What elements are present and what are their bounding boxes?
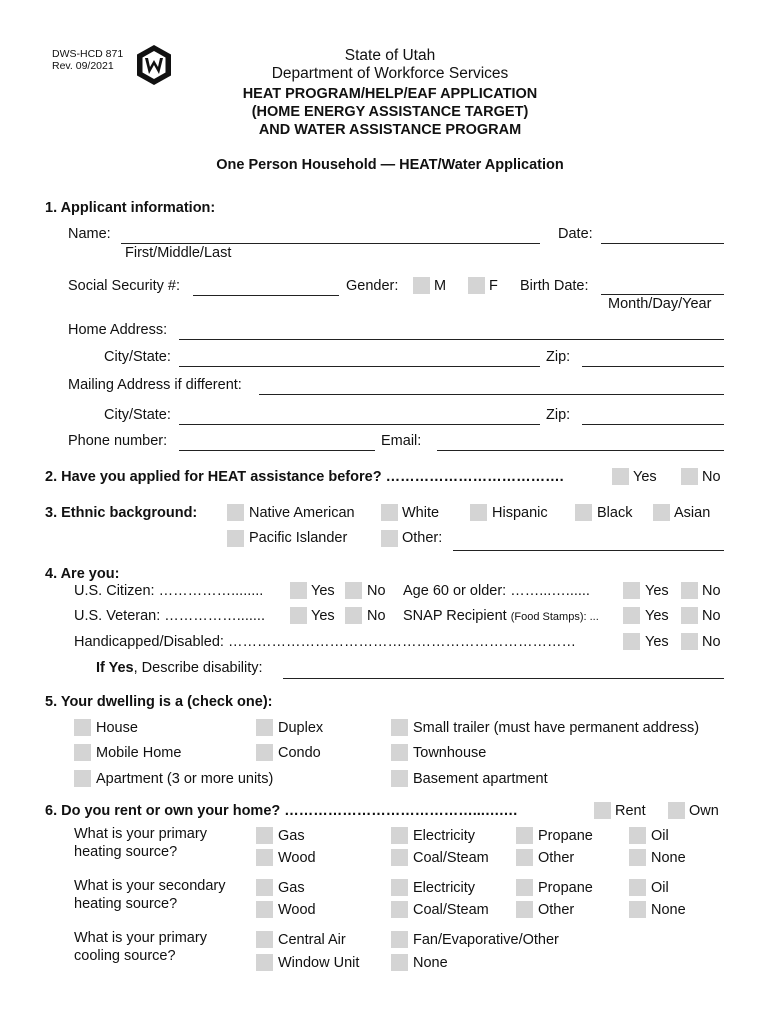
ethnic-white-checkbox[interactable]	[381, 504, 398, 521]
dwelling-small-trailer-label: Small trailer (must have permanent address)	[413, 720, 700, 736]
home-city-state-label: City/State:	[104, 349, 171, 365]
veteran-label: U.S. Veteran: …………….......	[74, 608, 265, 624]
form-title-line2: (HOME ENERGY ASSISTANCE TARGET)	[251, 104, 529, 120]
section-2-text: 2. Have you applied for HEAT assistance before? ……………………………….	[45, 469, 564, 485]
handicapped-yes-checkbox[interactable]	[623, 633, 640, 650]
secondary-heat-wood-checkbox[interactable]	[256, 901, 273, 918]
veteran-yes-label: Yes	[311, 608, 335, 624]
dwelling-duplex-checkbox[interactable]	[256, 719, 273, 736]
primary-heat-none-checkbox[interactable]	[629, 849, 646, 866]
rent-checkbox[interactable]	[594, 802, 611, 819]
primary-heat-other-checkbox[interactable]	[516, 849, 533, 866]
primary-heat-oil-label: Oil	[651, 828, 669, 844]
snap-label-note: (Food Stamps): ...	[510, 611, 599, 623]
dwelling-condo-checkbox[interactable]	[256, 744, 273, 761]
age-yes-label: Yes	[645, 583, 669, 599]
mailing-city-state-field[interactable]	[179, 424, 540, 425]
secondary-heat-wood-label: Wood	[278, 902, 316, 918]
dwelling-townhouse-checkbox[interactable]	[391, 744, 408, 761]
ethnic-pacific-islander-checkbox[interactable]	[227, 530, 244, 547]
mailing-address-label: Mailing Address if different:	[68, 377, 242, 393]
primary-heat-oil-checkbox[interactable]	[629, 827, 646, 844]
applied-no-checkbox[interactable]	[681, 468, 698, 485]
applied-yes-checkbox[interactable]	[612, 468, 629, 485]
date-field[interactable]	[601, 243, 724, 244]
primary-heat-none-label: None	[651, 850, 686, 866]
primary-heat-coal-label: Coal/Steam	[413, 850, 489, 866]
gender-f-label: F	[489, 278, 498, 294]
home-city-state-field[interactable]	[179, 366, 540, 367]
cool-window-unit-label: Window Unit	[278, 955, 360, 971]
ethnic-other-label: Other:	[402, 530, 443, 546]
age-yes-checkbox[interactable]	[623, 582, 640, 599]
secondary-heat-coal-checkbox[interactable]	[391, 901, 408, 918]
snap-label	[403, 608, 599, 624]
mailing-zip-field[interactable]	[582, 424, 724, 425]
secondary-heat-none-checkbox[interactable]	[629, 901, 646, 918]
primary-heat-coal-checkbox[interactable]	[391, 849, 408, 866]
ethnic-asian-checkbox[interactable]	[653, 504, 670, 521]
secondary-heat-electricity-label: Electricity	[413, 880, 476, 896]
email-field[interactable]	[437, 450, 724, 451]
secondary-heat-none-label: None	[651, 902, 686, 918]
section-4-heading: 4. Are you:	[45, 566, 120, 582]
secondary-heat-oil-label: Oil	[651, 880, 669, 896]
ethnic-native-american-label: Native American	[249, 505, 355, 521]
section-3-heading: 3. Ethnic background:	[45, 505, 198, 521]
rent-label: Rent	[615, 803, 646, 819]
form-title-line1: HEAT PROGRAM/HELP/EAF APPLICATION	[242, 86, 538, 102]
primary-heat-electricity-label: Electricity	[413, 828, 476, 844]
home-address-field[interactable]	[179, 339, 724, 340]
cool-window-unit-checkbox[interactable]	[256, 954, 273, 971]
home-address-label: Home Address:	[68, 322, 168, 338]
mailing-address-field[interactable]	[259, 394, 724, 395]
applied-no-label: No	[702, 469, 721, 485]
dwelling-duplex-label: Duplex	[278, 720, 324, 736]
mailing-zip-label: Zip:	[546, 407, 571, 423]
cool-none-label: None	[413, 955, 448, 971]
secondary-heat-coal-label: Coal/Steam	[413, 902, 489, 918]
cool-none-checkbox[interactable]	[391, 954, 408, 971]
dwelling-basement-label: Basement apartment	[413, 771, 548, 787]
secondary-heat-gas-checkbox[interactable]	[256, 879, 273, 896]
phone-field[interactable]	[179, 450, 375, 451]
secondary-heat-electricity-checkbox[interactable]	[391, 879, 408, 896]
ethnic-black-label: Black	[597, 505, 633, 521]
dwelling-mobile-home-checkbox[interactable]	[74, 744, 91, 761]
primary-heat-gas-label: Gas	[278, 828, 305, 844]
snap-no-checkbox[interactable]	[681, 607, 698, 624]
age-no-checkbox[interactable]	[681, 582, 698, 599]
primary-heat-propane-label: Propane	[538, 828, 593, 844]
applied-yes-label: Yes	[633, 469, 657, 485]
form-title-line3: AND WATER ASSISTANCE PROGRAM	[258, 122, 522, 138]
dwelling-small-trailer-checkbox[interactable]	[391, 719, 408, 736]
ethnic-other-checkbox[interactable]	[381, 530, 398, 547]
email-label: Email:	[381, 433, 422, 449]
dwelling-condo-label: Condo	[278, 745, 321, 761]
snap-yes-label: Yes	[645, 608, 669, 624]
ssn-label: Social Security #:	[68, 278, 181, 294]
ethnic-native-american-checkbox[interactable]	[227, 504, 244, 521]
gender-label: Gender:	[346, 278, 399, 294]
birth-date-label: Birth Date:	[520, 278, 589, 294]
gender-f-checkbox[interactable]	[468, 277, 485, 294]
if-yes-bold: If Yes	[96, 660, 134, 676]
citizen-no-checkbox[interactable]	[345, 582, 362, 599]
form-revision: Rev. 09/2021	[52, 60, 114, 72]
phone-label: Phone number:	[68, 433, 168, 449]
section-6-text: 6. Do you rent or own your home? …………………………………...….…	[45, 803, 518, 819]
citizen-no-label: No	[367, 583, 386, 599]
cool-fan-label: Fan/Evaporative/Other	[413, 932, 559, 948]
own-label: Own	[689, 803, 719, 819]
primary-cooling-question: What is your primary cooling source?	[74, 930, 207, 964]
own-checkbox[interactable]	[668, 802, 685, 819]
secondary-heating-question: What is your secondary heating source?	[74, 878, 226, 912]
secondary-heat-gas-label: Gas	[278, 880, 305, 896]
primary-heating-question: What is your primary heating source?	[74, 826, 207, 860]
primary-heat-electricity-checkbox[interactable]	[391, 827, 408, 844]
name-hint: First/Middle/Last	[125, 245, 232, 261]
handicapped-no-label: No	[702, 634, 721, 650]
dwelling-apartment-label: Apartment (3 or more units)	[96, 771, 274, 787]
primary-heat-other-label: Other	[538, 850, 575, 866]
handicapped-yes-label: Yes	[645, 634, 669, 650]
secondary-heat-other-checkbox[interactable]	[516, 901, 533, 918]
primary-heat-wood-label: Wood	[278, 850, 316, 866]
dwelling-house-checkbox[interactable]	[74, 719, 91, 736]
cool-fan-checkbox[interactable]	[391, 931, 408, 948]
snap-no-label: No	[702, 608, 721, 624]
ethnic-asian-label: Asian	[674, 505, 711, 521]
secondary-heat-propane-checkbox[interactable]	[516, 879, 533, 896]
if-yes-text: , Describe disability:	[133, 660, 263, 676]
dwelling-house-label: House	[96, 720, 138, 736]
section-6-question	[45, 803, 518, 819]
state-name: State of Utah	[344, 47, 436, 64]
secondary-heat-propane-label: Propane	[538, 880, 593, 896]
citizen-label: U.S. Citizen: ……………........	[74, 583, 264, 599]
name-label: Name:	[68, 226, 111, 242]
birth-date-hint: Month/Day/Year	[608, 296, 712, 312]
primary-heat-wood-checkbox[interactable]	[256, 849, 273, 866]
ethnic-black-checkbox[interactable]	[575, 504, 592, 521]
primary-heat-gas-checkbox[interactable]	[256, 827, 273, 844]
home-zip-label: Zip:	[546, 349, 571, 365]
ethnic-hispanic-checkbox[interactable]	[470, 504, 487, 521]
handicapped-label: Handicapped/Disabled: ………………………………………………………………	[74, 634, 576, 650]
ethnic-pacific-islander-label: Pacific Islander	[249, 530, 348, 546]
ethnic-hispanic-label: Hispanic	[492, 505, 548, 521]
department-name: Department of Workforce Services	[271, 65, 509, 82]
cool-central-air-label: Central Air	[278, 932, 346, 948]
snap-label-text: SNAP Recipient	[403, 608, 507, 624]
cool-central-air-checkbox[interactable]	[256, 931, 273, 948]
form-subtitle: One Person Household — HEAT/Water Application	[216, 157, 564, 173]
ethnic-other-field[interactable]	[453, 550, 724, 551]
section-2-question	[45, 469, 564, 485]
gender-m-checkbox[interactable]	[413, 277, 430, 294]
mailing-city-state-label: City/State:	[104, 407, 171, 423]
veteran-no-checkbox[interactable]	[345, 607, 362, 624]
dwelling-mobile-home-label: Mobile Home	[96, 745, 182, 761]
veteran-no-label: No	[367, 608, 386, 624]
disability-describe-label	[96, 660, 263, 676]
citizen-yes-checkbox[interactable]	[290, 582, 307, 599]
section-1-heading: 1. Applicant information:	[45, 200, 216, 216]
dwelling-townhouse-label: Townhouse	[413, 745, 487, 761]
secondary-heat-oil-checkbox[interactable]	[629, 879, 646, 896]
age-no-label: No	[702, 583, 721, 599]
citizen-yes-label: Yes	[311, 583, 335, 599]
veteran-yes-checkbox[interactable]	[290, 607, 307, 624]
dwelling-basement-checkbox[interactable]	[391, 770, 408, 787]
date-label: Date:	[558, 226, 593, 242]
utah-dws-logo-icon	[135, 44, 173, 86]
form-id: DWS-HCD 871	[52, 48, 124, 60]
secondary-heat-other-label: Other	[538, 902, 575, 918]
ethnic-white-label: White	[402, 505, 440, 521]
snap-yes-checkbox[interactable]	[623, 607, 640, 624]
age-label: Age 60 or older: ……...…......	[403, 583, 590, 599]
gender-m-label: M	[434, 278, 447, 294]
home-zip-field[interactable]	[582, 366, 724, 367]
handicapped-no-checkbox[interactable]	[681, 633, 698, 650]
primary-heat-propane-checkbox[interactable]	[516, 827, 533, 844]
disability-description-field[interactable]	[283, 678, 724, 679]
section-5-heading: 5. Your dwelling is a (check one):	[45, 694, 273, 710]
ssn-field[interactable]	[193, 295, 339, 296]
birth-date-field[interactable]	[601, 294, 724, 295]
name-field[interactable]	[121, 243, 540, 244]
dwelling-apartment-checkbox[interactable]	[74, 770, 91, 787]
